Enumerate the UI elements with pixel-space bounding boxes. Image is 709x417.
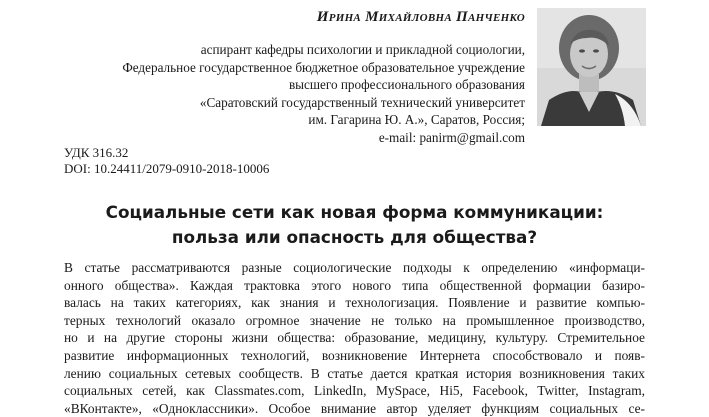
article-title: [64, 200, 645, 250]
affiliation-line: высшего профессионального образования: [288, 77, 525, 92]
title-line: польза или опасность для общества?: [171, 227, 538, 247]
abstract-line: лению социальных сетевых сообществ. В статье дается краткая история возникновения таких: [64, 365, 645, 381]
abstract-line: социальных сетей, как Classmates.com, LinkedIn, MySpace, Hi5, Facebook, Twitter, Instagram,: [64, 383, 645, 399]
title-line: Социальные сети как новая форма коммуникации:: [105, 202, 604, 222]
abstract-line: «ВКонтакте», «Одноклассники». Особое внимание автор уделяет функциям социальных се-: [64, 400, 645, 416]
abstract: [64, 259, 645, 417]
abstract-line: терных технологий оказало огромное значение не только на промышленное производство,: [64, 312, 645, 328]
abstract-line: онного общества». Каждая трактовка этого нового типа общественной формации базиро-: [64, 277, 645, 293]
doi: DOI: 10.24411/2079-0910-2018-10006: [64, 161, 270, 176]
affiliation-line: аспирант кафедры психологии и прикладной социологии,: [200, 42, 525, 57]
article-meta: [64, 145, 269, 177]
abstract-line: развитие информационных технологий, возникновение Интернета способствовало и появ-: [64, 347, 645, 363]
abstract-line: но и на другие стороны жизни общества: образование, медицину, культуру. Стремительное: [64, 330, 645, 346]
abstract-line: В статье рассматриваются разные социологические подходы к определению «информаци-: [64, 260, 645, 275]
udk-code: УДК 316.32: [64, 145, 129, 160]
affiliation-line: «Саратовский государственный технический университет: [199, 94, 525, 110]
affiliation-email: e-mail: panirm@gmail.com: [378, 129, 525, 145]
author-name: Ирина Михайловна Панченко: [316, 9, 525, 25]
abstract-line: валась на таких категориях, как знания и технологизация. Появление и развитие компью-: [64, 295, 645, 311]
affiliation-line: Федеральное государственное бюджетное образовательное учреждение: [122, 59, 525, 75]
author-photo: [537, 8, 646, 126]
affiliation-line: им. Гагарина Ю. А.», Саратов, Россия;: [308, 112, 525, 127]
author-affiliation: [65, 41, 525, 146]
